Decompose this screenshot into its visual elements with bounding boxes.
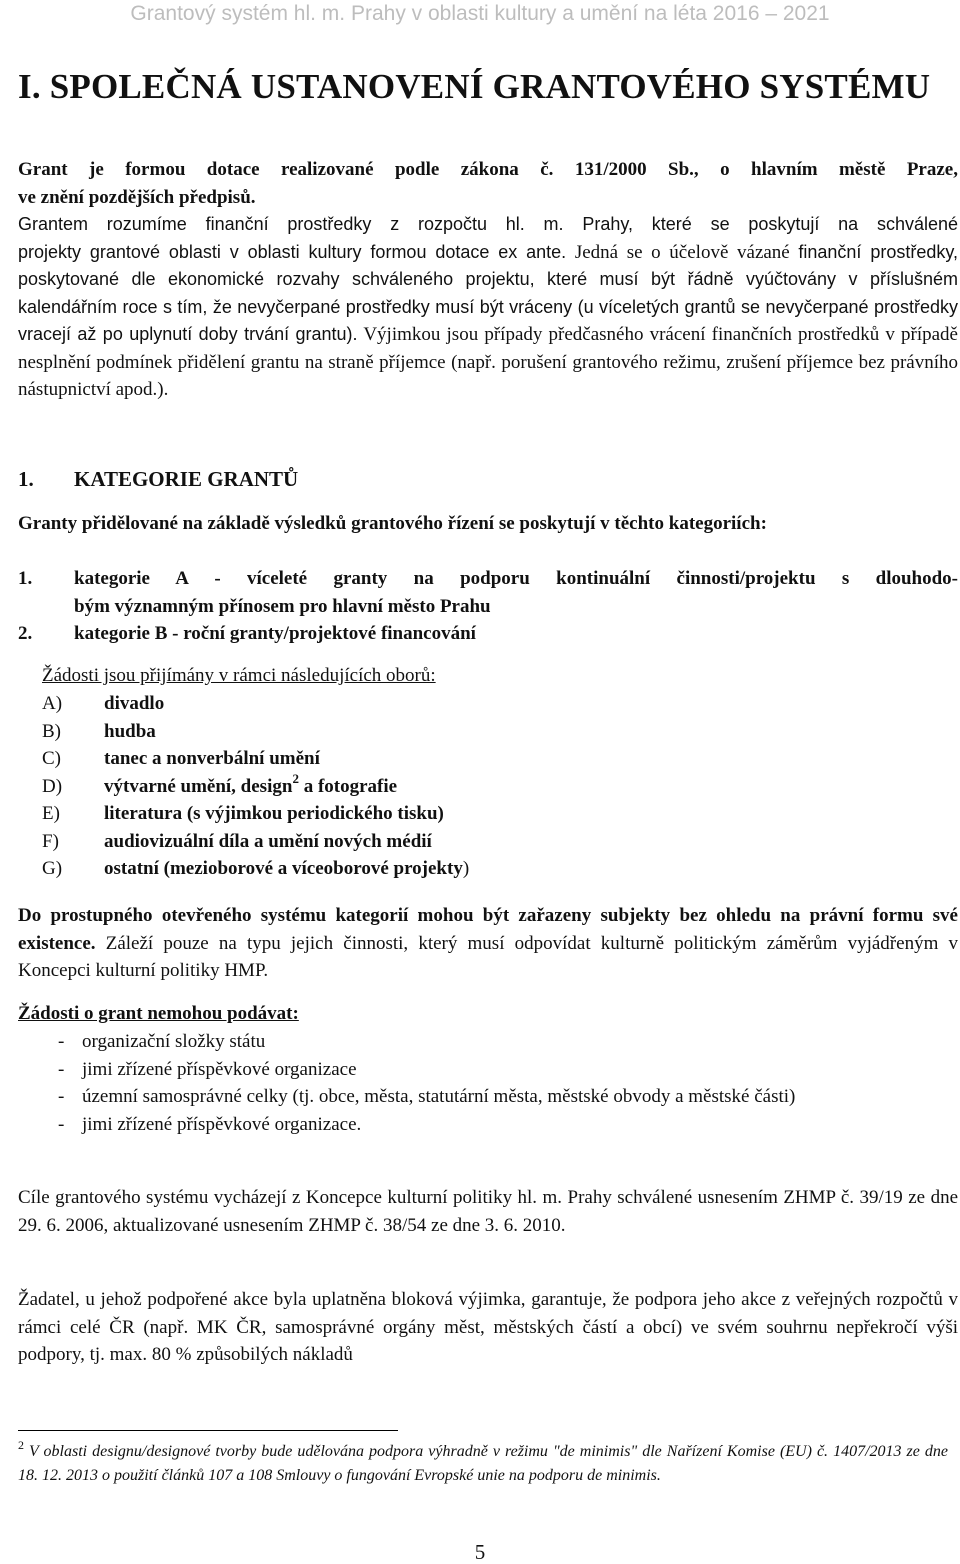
list-item [18,1056,958,1084]
list-item [18,828,958,856]
applicant-paragraph: Žadatel, u jehož podpořené akce byla uplatněna bloková výjimka, garantuje, že podpora jeho akce z veřejných rozpočtů v rámci celé ČR (např. MK ČR, samosprávné orgány měst, městských částí a obcí) ve svém souhrnu nepřekročí výši podpory, tj. max. 80 % způsobilých nákladů [18,1289,958,1365]
field-label-text: ) [462,858,470,879]
list-item-text: bým významným přínosem pro hlavní město Prahu [74,595,491,617]
list-item-number: 2. [18,623,33,644]
list-item [18,565,958,620]
list-item [18,855,958,883]
footnote-divider [18,1430,398,1431]
footnote-number: 2 [18,1438,24,1452]
field-letter: B) [42,720,61,742]
heading-text: KATEGORIE GRANTŮ [74,467,299,491]
footnote-text: V oblasti designu/designové tvorby bude udělována podpora výhradně v režimu "de minimis" dle Nařízení Komise (EU) č. 1407/2013 ze dne 18. 12. 2013 o použití článků 107 a 108 Smlouvy o fungování Evropské unie na podporu de minimis. [18,1443,948,1484]
list-item-text: jimi zřízené příspěvkové organizace. [82,1113,362,1135]
field-label [104,855,469,883]
field-label-text: výtvarné umění, design [104,775,293,797]
list-item [18,800,958,828]
footnote [18,1440,948,1488]
list-item [18,690,958,718]
field-letter: D) [42,775,63,797]
heading-number: 1. [18,467,34,491]
list-item-text: kategorie A - víceleté granty na podporu kontinuální činnosti/projektu s dlouhodo- [74,568,958,589]
running-header: Grantový systém hl. m. Prahy v oblasti kultury a umění na léta 2016 – 2021 [130,2,830,25]
list-item-text: územní samosprávné celky (tj. obce, města, statutární města, městské obvody a městské části) [82,1086,796,1107]
intro-sans-text: projekty grantové oblasti v oblasti kultury formou dotace ex ante. [18,241,567,262]
list-item [18,1083,958,1111]
field-label: audiovizuální díla a umění nových médií [104,830,432,852]
field-label [104,770,398,801]
intro-serif-text: Jedná se o účelově vázané [574,241,790,263]
list-item-text: jimi zřízené příspěvkové organizace [82,1058,357,1080]
list-item [18,1028,958,1056]
intro-serif-text: Výjimkou jsou případy předčasného vrácení finančních prostředků v případě nesplnění podmínek přidělení grantu na straně příjemce (např. porušení grantového režimu, zrušení příjemce bez právního nástupnictví apod.). [18,324,958,400]
list-item [18,718,958,746]
field-letter: C) [42,748,61,769]
section-title: I. SPOLEČNÁ USTANOVENÍ GRANTOVÉHO SYSTÉMU [18,67,931,106]
dash-bullet: - [58,1113,65,1135]
field-letter: E) [42,803,60,824]
fields-intro-text: Žádosti jsou přijímány v rámci následujících oborů: [42,665,436,686]
list-item-number: 1. [18,568,33,589]
categories-intro: Granty přidělované na základě výsledků grantového řízení se poskytují v těchto kategoriích: [18,513,767,534]
intro-sans-text: finanční prostředky, poskytované dle ekonomické rozvahy schváleného projektu, které musí být řádně vyúčtovány v příslušném kalendářním roce s tím, že nevyčerpané prostředky musí být vráceny (u víceletých grantů se nevyčerpané prostředky vracejí až po uplynutí doby trvání grantu). [18,241,959,344]
goals-paragraph: Cíle grantového systému vycházejí z Koncepce kulturní politiky hl. m. Prahy schválené usnesením ZHMP č. 39/19 ze dne 29. 6. 2006, aktualizované usnesením ZHMP č. 38/54 ze dne 3. 6. 2010. [18,1187,958,1236]
intro-bold-line: ve znění pozdějších předpisů. [18,186,256,208]
fields-intro [18,662,958,690]
field-letter: A) [42,693,63,714]
not-eligible-title: Žádosti o grant nemohou podávat: [18,1003,299,1024]
list-item-text: kategorie B - roční granty/projektové financování [74,623,476,644]
field-label-text: a fotografie [298,775,398,797]
footnote-ref: 2 [292,770,299,786]
field-letter: F) [42,830,59,852]
open-system-bold: Do prostupného otevřeného systému kategorií mohou být zařazeny subjekty bez ohledu na právní formu své existence. [18,905,958,954]
categories-heading [18,464,298,494]
intro-sans-line: Grantem rozumíme finanční prostředky z rozpočtu hl. m. Prahy, které se poskytují na schválené [18,214,958,234]
field-label: literatura (s výjimkou periodického tisku) [104,803,444,824]
categories-list [18,565,958,648]
field-letter: G) [42,858,63,879]
field-label: tanec a nonverbální umění [104,748,320,769]
fields-list [18,690,958,883]
field-label: hudba [104,720,156,742]
list-item [18,1111,958,1139]
open-system-text: Záleží pouze na typu jejich činnosti, který musí odpovídat kulturně politickým záměrům vyjádřeným v Koncepci kulturní politiky HMP. [18,932,958,981]
field-label-text: ostatní (mezioborové a víceoborové projekty [104,858,463,879]
intro-paragraph [18,156,958,404]
list-item [18,620,958,648]
field-label: divadlo [104,693,165,714]
list-item [18,770,958,801]
intro-sans-paragraph [18,239,958,404]
open-system-paragraph [18,902,958,985]
dash-bullet: - [58,1058,65,1080]
intro-bold-line: Grant je formou dotace realizované podle zákona č. 131/2000 Sb., o hlavním městě Praze, [18,159,958,180]
list-item [18,745,958,773]
dash-bullet: - [58,1086,65,1107]
page-number: 5 [474,1540,486,1564]
not-eligible-list [18,1028,958,1138]
list-item-text: organizační složky státu [82,1031,266,1052]
dash-bullet: - [58,1031,65,1052]
